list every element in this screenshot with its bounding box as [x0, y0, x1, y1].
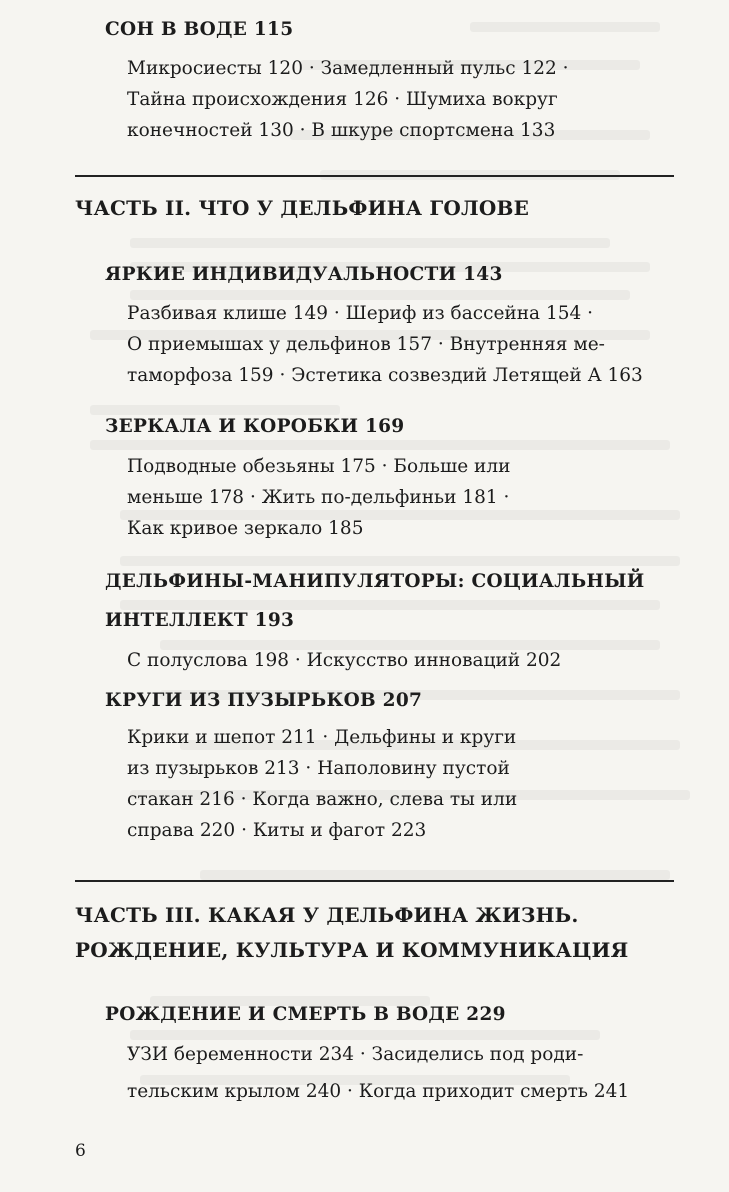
toc-line: Тайна происхождения 126 · Шумиха вокруг — [127, 89, 558, 110]
chapter-title-sleep-in-water: СОН В ВОДЕ 115 — [105, 19, 294, 40]
part-title-part-2: ЧАСТЬ II. ЧТО У ДЕЛЬФИНА ГОЛОВЕ — [75, 196, 530, 220]
toc-line: Разбивая клише 149 · Шериф из бассейна 154 · — [127, 303, 594, 324]
section-divider — [75, 175, 674, 177]
part-title-part-3-line1: ЧАСТЬ III. КАКАЯ У ДЕЛЬФИНА ЖИЗНЬ. — [75, 903, 579, 927]
toc-line: меньше 178 · Жить по-дельфиньи 181 · — [127, 487, 510, 508]
toc-line: Крики и шепот 211 · Дельфины и круги — [127, 727, 517, 748]
part-title-part-3-line2: РОЖДЕНИЕ, КУЛЬТУРА И КОММУНИКАЦИЯ — [75, 938, 629, 962]
toc-line: тельским крылом 240 · Когда приходит смерть 241 — [127, 1081, 630, 1102]
toc-line: Подводные обезьяны 175 · Больше или — [127, 456, 511, 477]
chapter-title-birth-and-death: РОЖДЕНИЕ И СМЕРТЬ В ВОДЕ 229 — [105, 1004, 506, 1025]
chapter-title-manipulators-line2: ИНТЕЛЛЕКТ 193 — [105, 610, 295, 631]
toc-line: справа 220 · Киты и фагот 223 — [127, 820, 427, 841]
page-number: 6 — [75, 1141, 86, 1161]
toc-line: конечностей 130 · В шкуре спортсмена 133 — [127, 120, 556, 141]
toc-line: Как кривое зеркало 185 — [127, 518, 364, 539]
toc-line: Микросиесты 120 · Замедленный пульс 122 · — [127, 58, 569, 79]
chapter-title-bubble-rings: КРУГИ ИЗ ПУЗЫРЬКОВ 207 — [105, 690, 423, 711]
toc-line: стакан 216 · Когда важно, слева ты или — [127, 789, 518, 810]
toc-line: таморфоза 159 · Эстетика созвездий Летящей А 163 — [127, 365, 643, 386]
chapter-title-manipulators-line1: ДЕЛЬФИНЫ-МАНИПУЛЯТОРЫ: СОЦИАЛЬНЫЙ — [105, 571, 645, 592]
section-divider — [75, 880, 674, 882]
chapter-title-bright-personalities: ЯРКИЕ ИНДИВИДУАЛЬНОСТИ 143 — [105, 264, 503, 285]
toc-line: С полуслова 198 · Искусство инноваций 202 — [127, 650, 562, 671]
toc-line: УЗИ беременности 234 · Засиделись под роди- — [127, 1044, 584, 1065]
chapter-title-mirrors-and-boxes: ЗЕРКАЛА И КОРОБКИ 169 — [105, 416, 405, 437]
toc-line: из пузырьков 213 · Наполовину пустой — [127, 758, 510, 779]
toc-line: О приемышах у дельфинов 157 · Внутренняя ме- — [127, 334, 605, 355]
